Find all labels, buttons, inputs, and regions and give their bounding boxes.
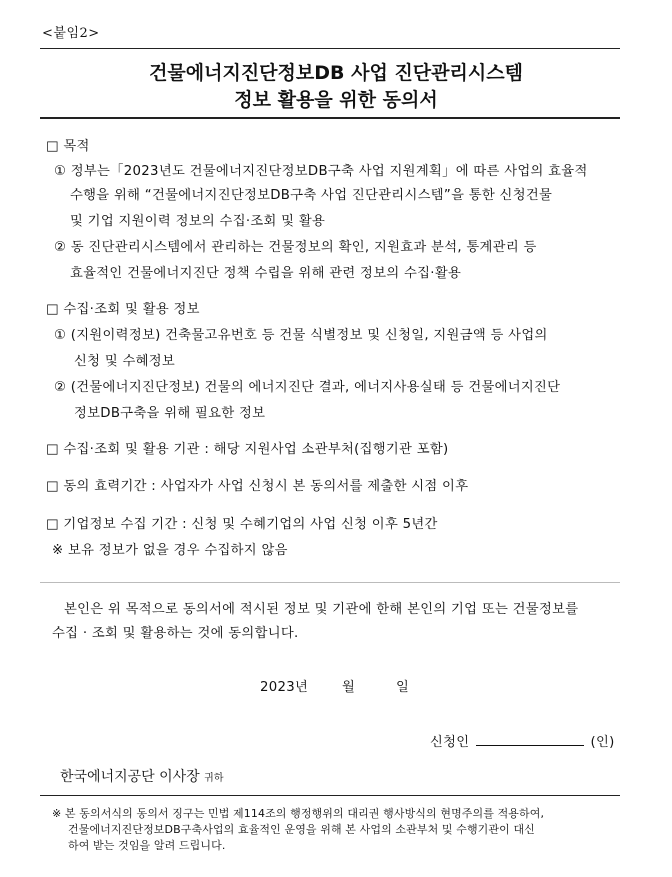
- footnote-line-1: ※ 본 동의서식의 동의서 징구는 민법 제114조의 행정행위의 대리권 행사방식의 현명주의를 적용하여,: [52, 807, 545, 820]
- retention-note: ※ 보유 정보가 없을 경우 수집하지 않음: [52, 543, 288, 558]
- recipient-suffix: 귀하: [204, 773, 224, 784]
- seal-mark: (인): [590, 735, 615, 750]
- attachment-label: <붙임2>: [42, 26, 100, 41]
- applicant-label: 신청인: [430, 735, 470, 750]
- info-item-2-line-1: ② (건물에너지진단정보) 건물의 에너지진단 결과, 에너지사용실태 등 건물에너지진단: [54, 380, 561, 395]
- consent-line-2: 수집 · 조회 및 활용하는 것에 동의합니다.: [52, 626, 299, 641]
- date-month: 월: [342, 680, 356, 695]
- footnote-line-2: 건물에너지진단정보DB구축사업의 효율적인 운영을 위해 본 사업의 소관부처 및 수행기관이 대신: [68, 823, 535, 836]
- top-rule: [40, 48, 620, 49]
- info-item-1-line-1: ① (지원이력정보) 건축물고유번호 등 건물 식별정보 및 신청일, 지원금액 등 사업의: [54, 328, 548, 343]
- purpose-heading: □ 목적: [46, 139, 90, 154]
- info-heading: □ 수집·조회 및 활용 정보: [46, 302, 200, 317]
- purpose-item-1-line-2: 수행을 위해 “건물에너지진단정보DB구축 사업 진단관리시스템”을 통한 신청건물: [70, 188, 553, 203]
- footnote-line-3: 하여 받는 것임을 알려 드립니다.: [68, 839, 226, 852]
- title-line-1: 건물에너지진단정보DB 사업 진단관리시스템: [149, 62, 523, 84]
- purpose-item-1-line-3: 및 기업 지원이력 정보의 수집·조회 및 활용: [70, 214, 326, 229]
- applicant-row: [430, 731, 615, 750]
- date-year: 2023년: [260, 680, 309, 695]
- consent-line-1: 본인은 위 목적으로 동의서에 적시된 정보 및 기관에 한해 본인의 기업 또는 건물정보를: [64, 602, 579, 617]
- footnote-rule: [40, 795, 620, 796]
- purpose-item-2-line-2: 효율적인 건물에너지진단 정책 수립을 위해 관련 정보의 수집·활용: [70, 266, 462, 281]
- title-line-2: 정보 활용을 위한 동의서: [234, 89, 438, 111]
- recipient-name: 한국에너지공단 이사장: [60, 769, 200, 785]
- date-day: 일: [396, 680, 410, 695]
- purpose-item-1-line-1: ① 정부는「2023년도 건물에너지진단정보DB구축 사업 지원계획」에 따른 사업의 효율적: [54, 164, 588, 179]
- signature-line[interactable]: [476, 733, 584, 746]
- agency-line: □ 수집·조회 및 활용 기관 : 해당 지원사업 소관부처(집행기관 포함): [46, 442, 449, 457]
- purpose-item-2-line-1: ② 동 진단관리시스템에서 관리하는 건물정보의 확인, 지원효과 분석, 통계관리 등: [54, 240, 537, 255]
- info-item-1-line-2: 신청 및 수혜정보: [74, 354, 176, 369]
- consent-rule: [40, 582, 620, 583]
- recipient: [60, 766, 223, 786]
- info-item-2-line-2: 정보DB구축을 위해 필요한 정보: [74, 406, 266, 421]
- period-line: □ 동의 효력기간 : 사업자가 사업 신청시 본 동의서를 제출한 시점 이후: [46, 479, 469, 494]
- retention-line: □ 기업정보 수집 기간 : 신청 및 수혜기업의 사업 신청 이후 5년간: [46, 517, 438, 532]
- title-rule: [40, 117, 620, 119]
